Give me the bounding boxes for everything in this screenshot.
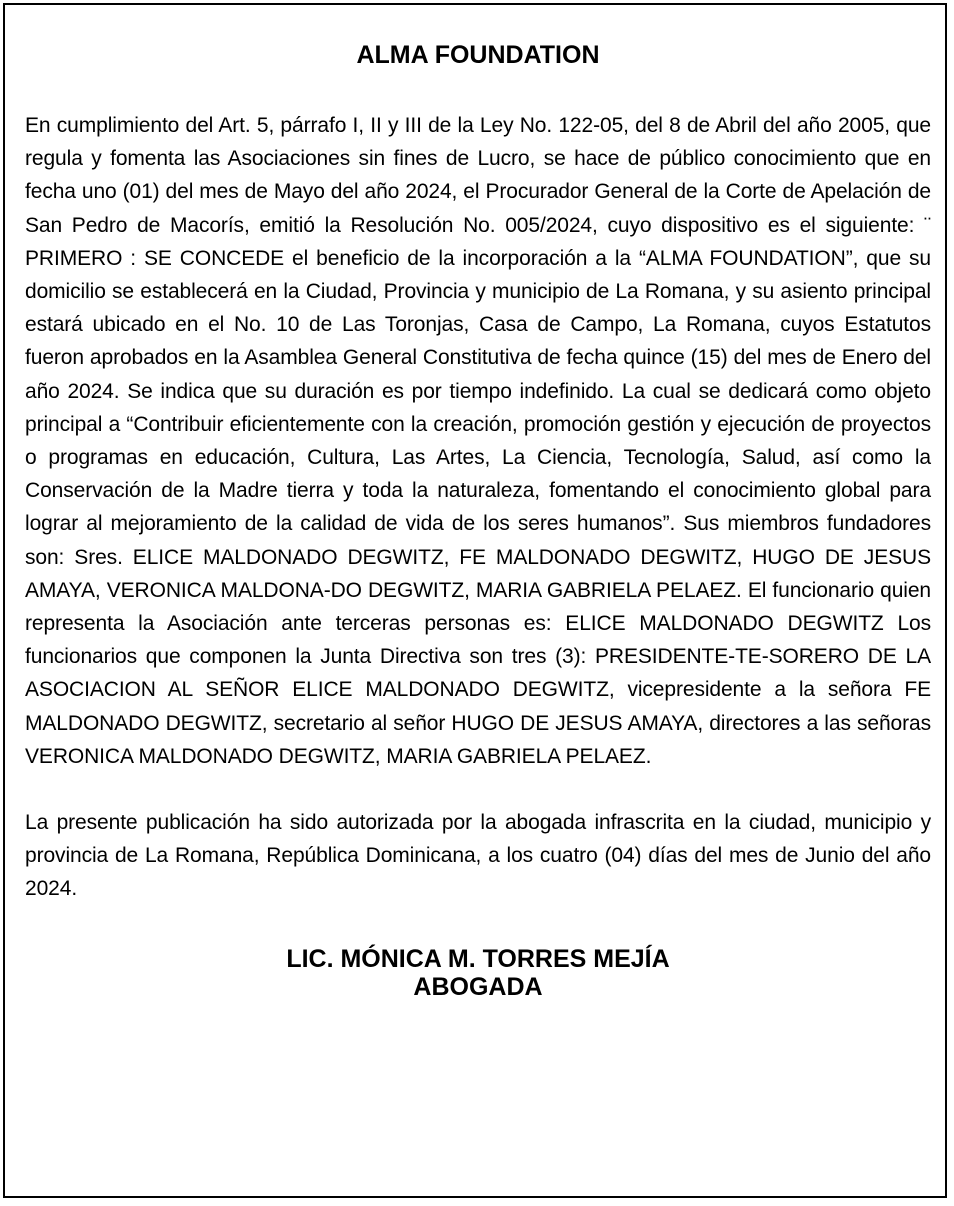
- signature-title: ABOGADA: [413, 972, 543, 1001]
- notice-border-frame: [3, 3, 947, 1198]
- notice-title: ALMA FOUNDATION: [356, 41, 600, 69]
- signature-name: LIC. MÓNICA M. TORRES MEJÍA: [286, 944, 670, 973]
- notice-paragraph-resolution: En cumplimiento del Art. 5, párrafo I, II y III de la Ley No. 122-05, del 8 de Abril del año 2005, que regula y fomenta las Asociaciones sin fines de Lucro, se hace de público conocimiento que en fecha uno (01) del mes de Mayo del año 2024, el Procurador General de la Corte de Apelación de San Pedro de Macorís, emitió la Resolución No. 005/2024, cuyo dispositivo es el siguiente: ¨ PRIMERO : SE CONCEDE el beneficio de la incorporación a la “ALMA FOUNDATION”, que su domicilio se establecerá en la Ciudad, Provincia y municipio de La Romana, y su asiento principal estará ubicado en el No. 10 de Las Toronjas, Casa de Campo, La Romana, cuyos Estatutos fueron aprobados en la Asamblea General Constitutiva de fecha quince (15) del mes de Enero del año 2024. Se indica que su duración es por tiempo indefinido. La cual se dedicará como objeto principal a “Contribuir eficientemente con la creación, promoción gestión y ejecución de proyectos o programas en educación, Cultura, Las Artes, La Ciencia, Tecnología, Salud, así como la Conservación de la Madre tierra y toda la naturaleza, fomentando el conocimiento global para lograr al mejoramiento de la calidad de vida de los seres humanos”. Sus miembros fundadores son: Sres. ELICE MALDONADO DEGWITZ, FE MALDONADO DEGWITZ, HUGO DE JESUS AMAYA, VERONICA MALDONA-DO DEGWITZ, MARIA GABRIELA PELAEZ. El funcionario quien representa la Asociación ante terceras personas es: ELICE MALDONADO DEGWITZ Los funcionarios que componen la Junta Directiva son tres (3): PRESIDENTE-TE-SORERO DE LA ASOCIACION AL SEÑOR ELICE MALDONADO DEGWITZ, vicepresidente a la señora FE MALDONADO DEGWITZ, secretario al señor HUGO DE JESUS AMAYA, directores a las señoras VERONICA MALDONADO DEGWITZ, MARIA GABRIELA PELAEZ.: [25, 114, 931, 768]
- notice-paragraph-authorization: La presente publicación ha sido autorizada por la abogada infrascrita en la ciudad, municipio y provincia de La Romana, República Dominicana, a los cuatro (04) días del mes de Junio del año 2024.: [25, 811, 931, 901]
- signature-block: [25, 945, 931, 1001]
- notice-content: [25, 37, 931, 1001]
